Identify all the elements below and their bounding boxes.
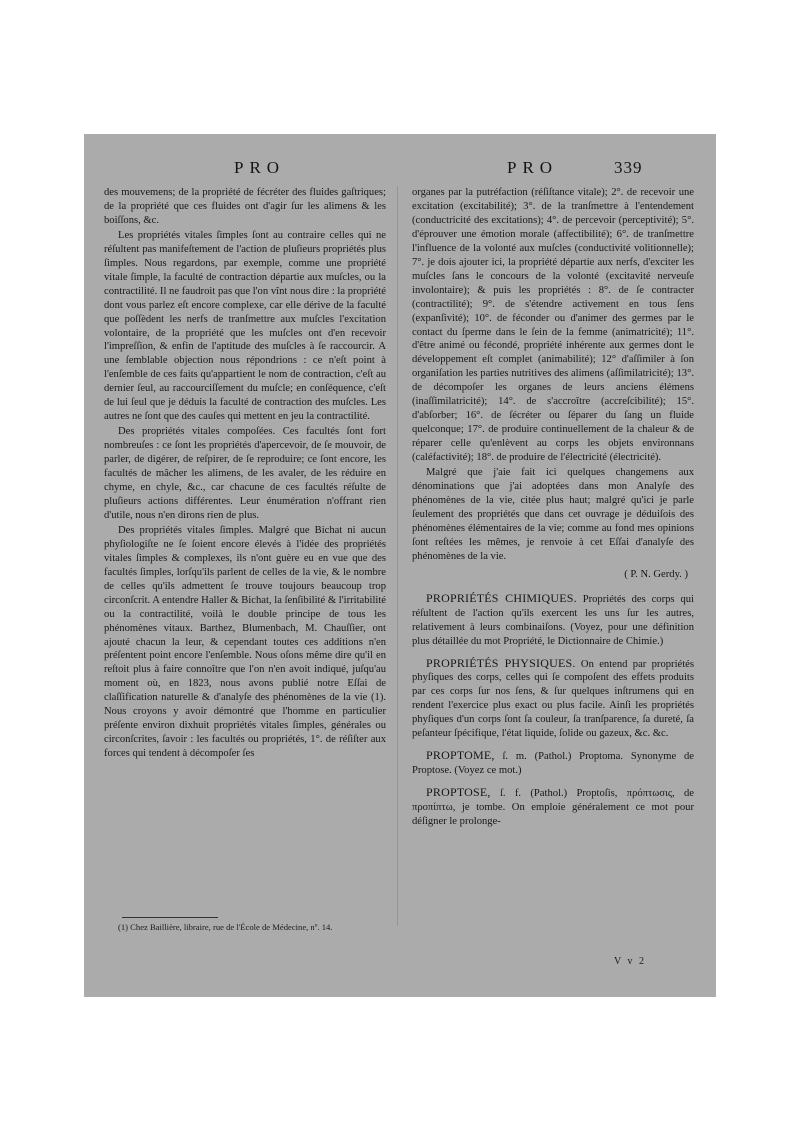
entry-text: ſ. m. (Pathol.) Proptoma. Synonyme de Proptose. (Voyez ce mot.)	[412, 751, 694, 777]
entry-text: ſ. f. (Pathol.) Proptoſis, πρόπτωσις, de προπίπτω, je tombe. On emploie généralement ce mot pour déſigner le prolonge-	[412, 788, 694, 828]
dictionary-entry	[412, 657, 694, 742]
scanned-page	[84, 134, 716, 997]
footnote-rule	[122, 917, 218, 918]
column-separator	[397, 186, 398, 926]
entry-text: Propriétés des corps qui réſultent de l'action qu'ils exercent les uns ſur les autres, relativement à leurs combinaiſons. (Voyez, pour une définition plus détaillée du mot Propriété, le Dictionnaire de Chimie.)	[412, 593, 694, 647]
paragraph: organes par la putréfaction (réſiſtance vitale); 2°. de recevoir une excitation (excitabilité); 3°. de la tranſmettre à l'entendement (conductricité des excitations); 4°. de percevoir (perceptivité); 5°. d'éprouver une émotion morale (affectibilité); 6°. de tranſmettre l'influence de la volonté aux muſcles (conductivité volitionnelle); 7°. je dois ajouter ici, la propriété départie aux nerfs, d'exciter les muſcles ſans le concours de la volonté (excitavité nerveuſe involontaire); & puis les propriétés : 8°. de ſe contracter (contractilité); 9°. de s'étendre activement en tous ſens (expanſivité); 10°. de féconder ou d'animer des germes par le contact du ſperme dans le ſein de la femme (animatricité); 11°. d'être animé ou fécondé, propriété inhérente aux germes dont le développement eſt complet (animabilité); 12° d'aſſimiler à ſon organiſation les parties nutritives des alimens (aſſimilatricité); 13°. de décompoſer les organes de leurs anciens élémens (inaſſimilatricité); 14°. de s'accroître (accreſcibilité); 15°. d'abſorber; 16°. de ſécréter ou ſéparer du ſang un fluide quelconque; 17°. de produire continuellement de la chaleur & de réparer celle qu'enlèvent au corps les objets environnans (caléfactivité); 18°. de produire de l'électricité (électricité).	[412, 187, 694, 464]
paragraph: Des propriétés vitales compoſées. Ces facultés ſont fort nombreuſes : ce ſont les propriétés d'apercevoir, de ſe mouvoir, de parler, de digérer, de reſpirer, de ſe reproduire; ce ſont encore, les facultés de mâcher les alimens, de les avaler, de les réduire en chyme, en chyle, &c., car chacune de ces facultés réſulte de pluſieurs actions différentes. Leur énumération n'offrant rien d'utile, nous n'en dirons rien de plus.	[104, 426, 386, 521]
paragraph: des mouvemens; de la propriété de fécréter des fluides gaſtriques; de la propriété que ces fluides ont d'agir ſur les alimens & les boiſſons, &c.	[104, 187, 386, 226]
header-right: PRO	[507, 158, 559, 177]
paragraph: Malgré que j'aie fait ici quelques changemens aux dénominations que j'ai adoptées dans mon Analyſe des phénomènes de la vie, citée plus haut; malgré qu'ici je parle ſeulement des propriétés que dans cet ouvrage je déduiſois des phénomènes élémentaires de la vie; comme au fond mes opinions ſont reſtées les mêmes, je renvoie à cet Eſſai d'analyſe des phénomènes de la vie.	[412, 467, 694, 562]
entry-headword: PROPTOME,	[426, 748, 495, 763]
footnote: (1) Chez Baillière, libraire, rue de l'École de Médecine, nº. 14.	[118, 922, 333, 932]
dictionary-entry	[412, 786, 694, 829]
dictionary-entry	[412, 749, 694, 778]
left-column	[104, 186, 386, 762]
right-column	[412, 186, 694, 830]
paragraph: Des propriétés vitales ſimples. Malgré que Bichat ni aucun phyſiologiſte ne ſe ſoient encore élevés à l'idée des propriétés vitales ſimples & complexes, ils n'ont guère eu en vue que des facultés ſimples, lorſqu'ils parlent de celles de la vie, & le nombre de celles qu'ils admettent ſe trouve toujours beaucoup trop circonſcrit. A entendre Haller & Bichat, la ſenſibilité & l'irritabilité ou la contractilité, voilà le double principe de tous les phénomènes vitaux. Barthez, Blumenbach, M. Chauſſier, ont ajouté chacun la leur, & cependant toutes ces additions n'en préſentent point encore l'enſemble. Nous oſons même dire qu'il en reſtoit plus à faire connoître que l'on n'en avoit indiqué, juſqu'au moment où, en 1823, nous avons publié notre Eſſai de claſſification naturelle & d'analyſe des phénomènes de la vie (1). Nous croyons y avoir démontré que l'homme en particulier préſente environ dixhuit propriétés vitales ſimples, générales ou circonſcrites, ſavoir : les facultés ou propriétés, 1°. de réſiſter aux forces qui tendent à décompoſer ſes	[104, 524, 386, 760]
entry-headword: PROPRIÉTÉS PHYSIQUES.	[426, 655, 576, 670]
entry-text: On entend par propriétés phyſiques des corps, celles qui ſe compoſent des effets produits par ces corps ſur nos ſens, & ſur quelques inſtrumens qui en rendent l'exercice plus exact ou plus facile. Ainſi les propriétés phyſiques d'un corps ſont ſa couleur, ſa tranſparence, ſa dureté, ſa peſanteur ſpécifique, l'état liquide, ſolide ou gazeux, &c. &c.	[412, 658, 694, 740]
paragraph: Les propriétés vitales ſimples ſont au contraire celles qui ne réſultent pas manifeſtement de l'action de pluſieurs propriétés plus ſimples. Nous regardons, par exemple, comme une propriété vitale ſimple, la faculté de contraction départie aux muſcles, ou la contractilité. Il ne faudroit pas que l'on vînt nous dire : la propriété dont vous parlez eſt encore complexe, car elle dérive de la faculté que poſſèdent les nerfs de tranſmettre aux muſcles l'excitation volontaire, de la propriété que les muſcles ont d'en recevoir l'impreſſion, & enfin de l'aptitude des muſcles à ſe raccourcir. A une ſemblable objection nous répondrions : ce n'eſt point à l'enſemble de ces faits qu'appartient le nom de contraction, c'eſt au dernier ſeul, au raccourciſſement du muſcle; en conſéquence, c'eſt de lui ſeul que je déduis la faculté de contraction des muſcles. Les autres ne ſont que des cauſes qui mettent en jeu la contractilité.	[104, 229, 386, 423]
entry-headword: PROPRIÉTÉS CHIMIQUES.	[426, 590, 577, 605]
running-header	[84, 158, 716, 182]
author-signature: ( P. N. Gerdy. )	[624, 568, 688, 580]
entry-headword: PROPTOSE,	[426, 785, 491, 800]
header-left: PRO	[234, 158, 286, 177]
dictionary-entry	[412, 592, 694, 649]
page-number: 339	[614, 158, 643, 177]
signature-mark: V v 2	[614, 956, 647, 967]
